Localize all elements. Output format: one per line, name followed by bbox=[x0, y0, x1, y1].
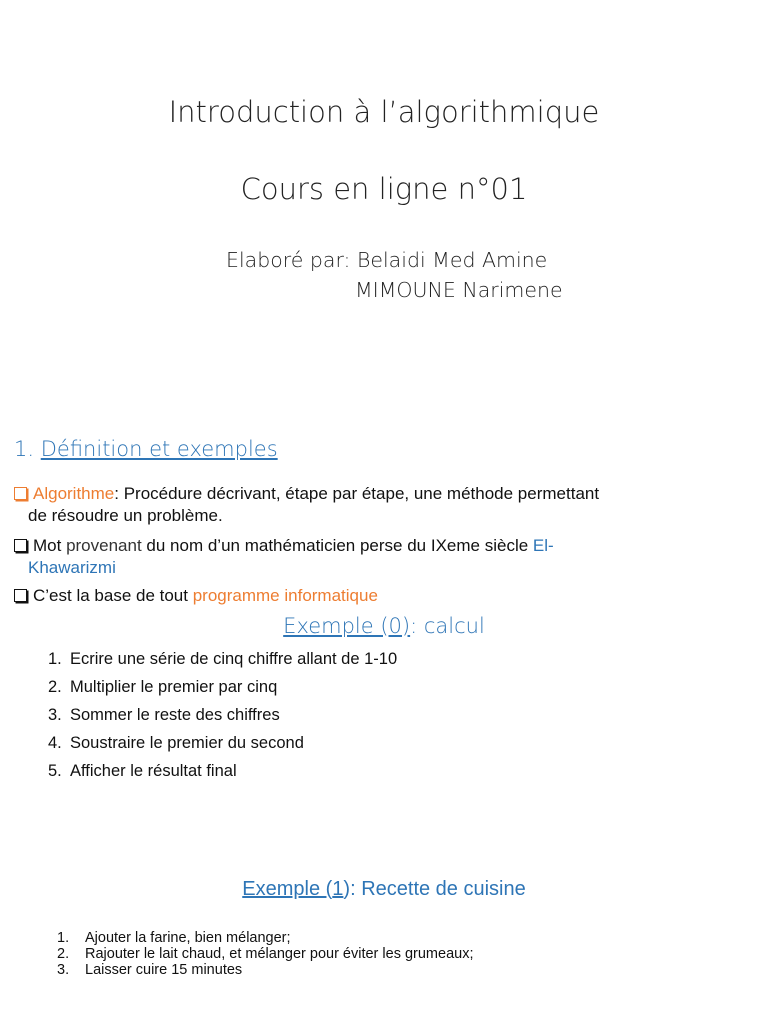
list-item: 3. Sommer le reste des chiffres bbox=[48, 706, 280, 724]
list-item: 1. Ecrire une série de cinq chiffre allant de 1-10 bbox=[48, 650, 398, 668]
bullet-text-continued: de résoudre un problème. bbox=[28, 506, 223, 525]
example-0-heading bbox=[0, 614, 768, 638]
authors-label: Elaboré par: bbox=[226, 248, 351, 272]
example-1-rest: : Recette de cuisine bbox=[350, 878, 526, 900]
section-number: 1. bbox=[14, 437, 35, 461]
section-heading-link[interactable]: Définition et exemples bbox=[40, 437, 278, 461]
example-0-label[interactable]: Exemple (0) bbox=[283, 614, 411, 638]
author-line-1 bbox=[226, 248, 547, 272]
list-item: 4. Soustraire le premier du second bbox=[48, 734, 304, 752]
document-subtitle: Cours en ligne n°01 bbox=[240, 172, 528, 206]
author-name-1: Belaidi Med Amine bbox=[356, 248, 548, 272]
bullet-text-part-2: provenant bbox=[66, 536, 142, 555]
checkbox-icon bbox=[14, 539, 27, 552]
section-heading bbox=[14, 437, 278, 461]
list-item: 1. Ajouter la farine, bien mélanger; bbox=[57, 930, 291, 946]
bullet-item-base bbox=[14, 585, 754, 607]
name-highlight-part-1: El- bbox=[532, 536, 554, 555]
example-0-rest: : calcul bbox=[410, 614, 485, 638]
bullet-text-part-1: Mot bbox=[33, 536, 67, 555]
list-item: 3. Laisser cuire 15 minutes bbox=[57, 962, 243, 978]
checkbox-icon bbox=[14, 487, 27, 500]
example-1-heading: Exemple (1): Recette de cuisine bbox=[242, 878, 526, 900]
bullet-highlight: programme informatique bbox=[192, 586, 378, 605]
bullet-text: : Procédure décrivant, étape par étape, une méthode permettant bbox=[114, 484, 600, 503]
document-title: Introduction à l’algorithmique bbox=[168, 95, 600, 129]
author-name-2: MIMOUNE Narimene bbox=[355, 278, 563, 302]
name-highlight-part-2: Khawarizmi bbox=[28, 558, 116, 577]
example-1-label[interactable]: Exemple (1 bbox=[242, 878, 344, 900]
list-item: 2. Rajouter le lait chaud, et mélanger pour éviter les grumeaux; bbox=[57, 946, 474, 962]
bullet-text-part-3: du nom d’un mathématicien perse du IXeme siècle bbox=[141, 536, 533, 555]
list-item: 5. Afficher le résultat final bbox=[48, 762, 237, 780]
bullet-item-mot bbox=[14, 535, 754, 579]
bullet-text: C’est la base de tout bbox=[33, 586, 193, 605]
list-item: 2. Multiplier le premier par cinq bbox=[48, 678, 278, 696]
bullet-term: Algorithme bbox=[33, 484, 115, 503]
bullet-item-algorithme bbox=[14, 483, 754, 527]
checkbox-icon bbox=[14, 589, 27, 602]
